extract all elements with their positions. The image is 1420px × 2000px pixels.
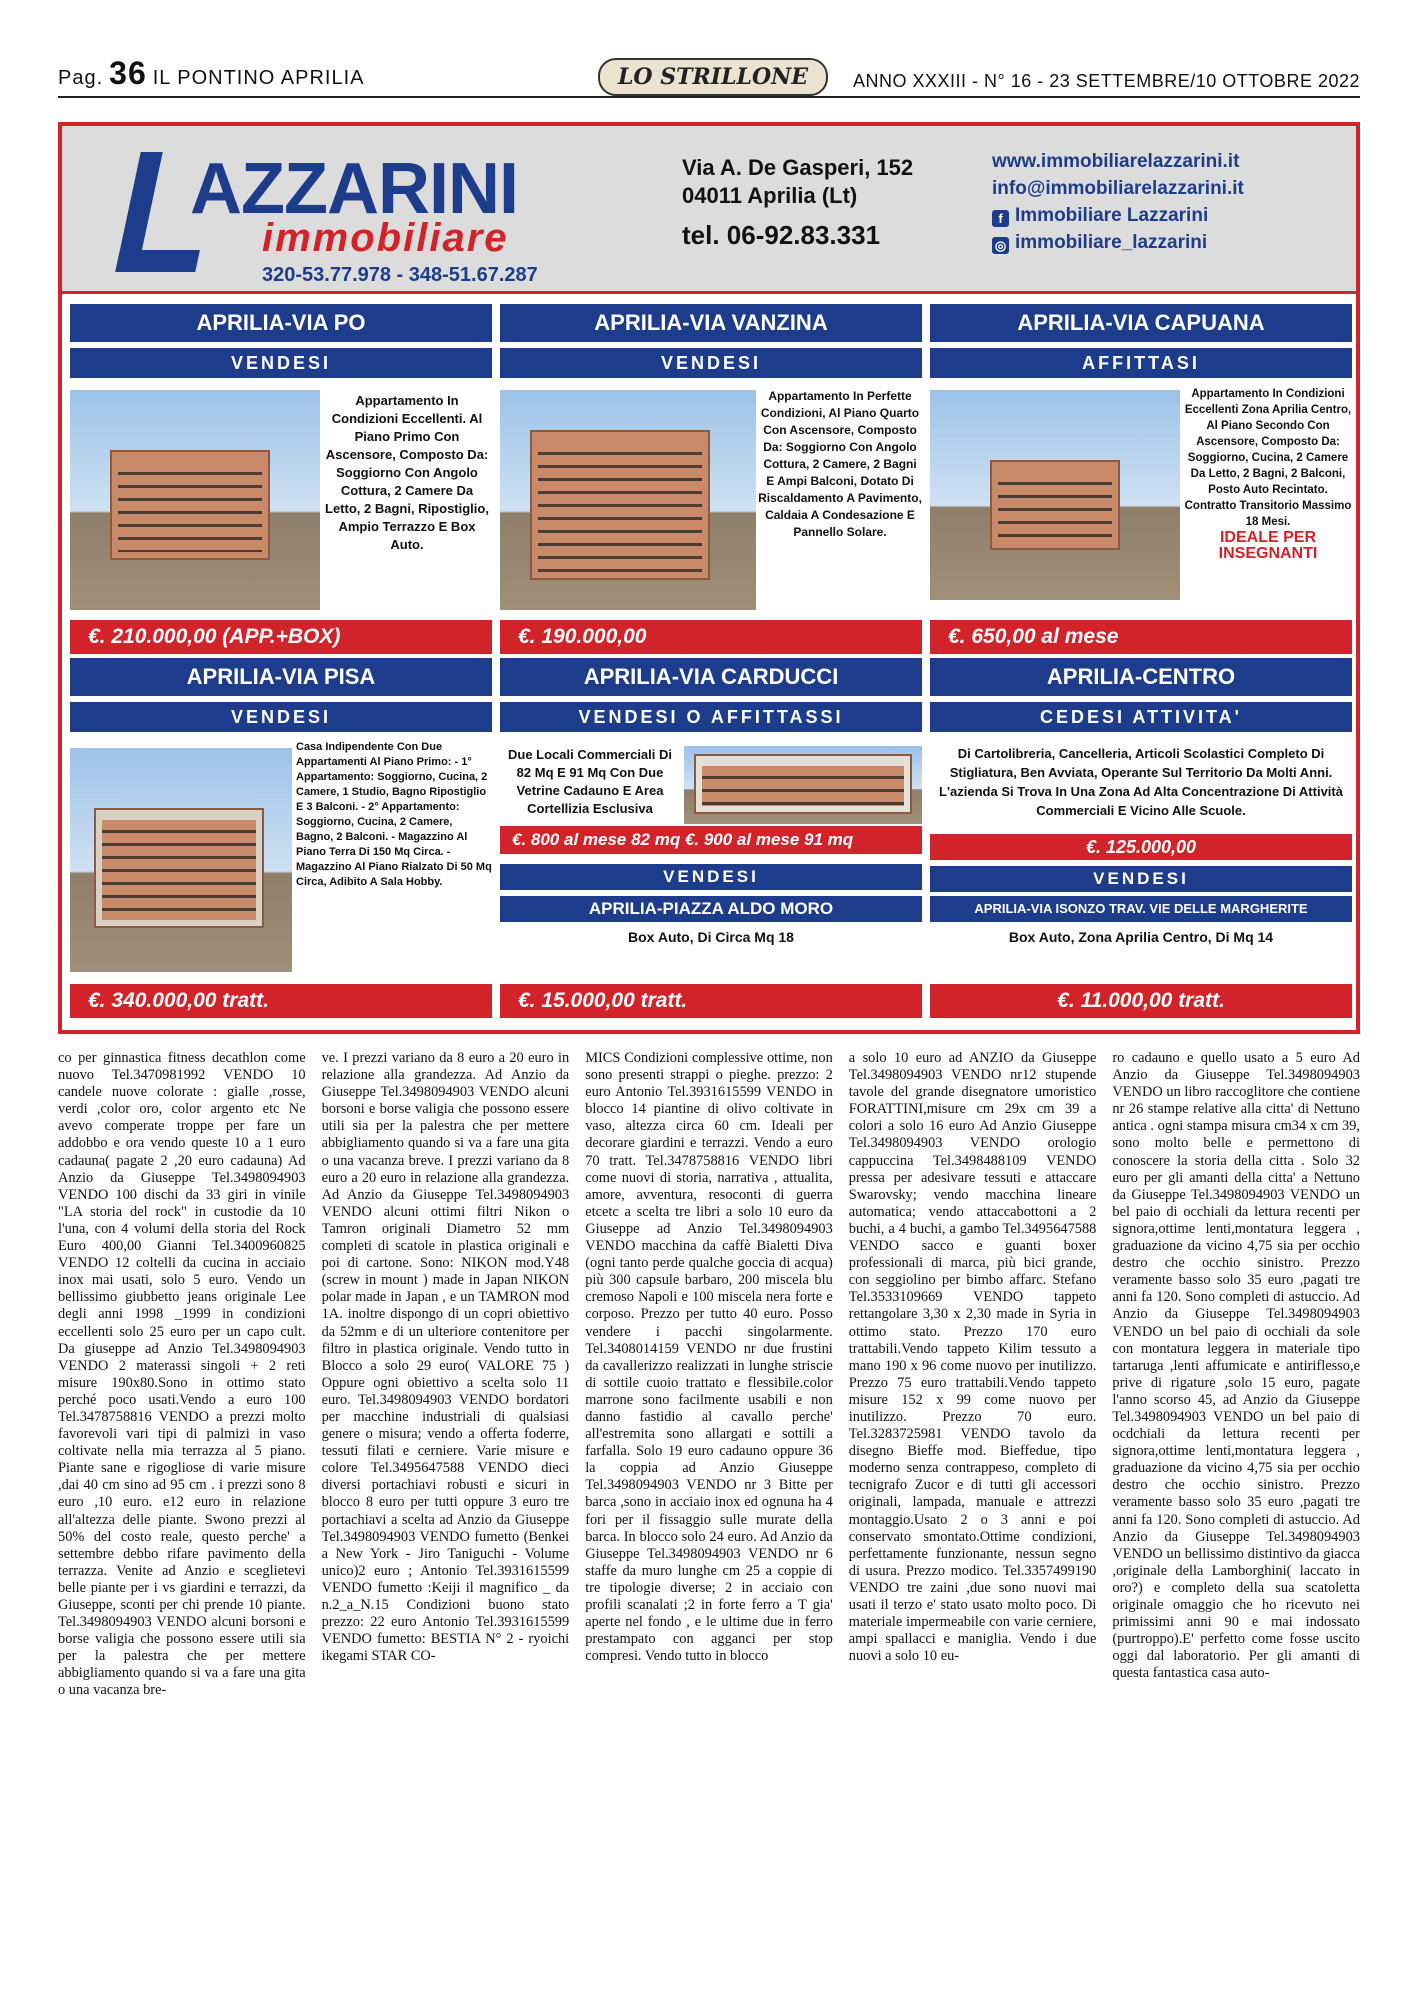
listing-title: APRILIA-VIA PO [70, 304, 492, 342]
listing-description: Appartamento In Condizioni Eccellenti. Al Piano Primo Con Ascensore, Composto Da: Soggiorno Con Angolo Cottura, 2 Camere Da Letto, 2 Bagni, Ripostiglio, Ampio Terrazzo E Box Auto. [325, 393, 489, 552]
classifieds-column: ve. I prezzi variano da 8 euro a 20 euro in relazione alla grandezza. Ad Anzio da Giuseppe Tel.3498094903 VENDO alcuni borsoni e borse valigia che possono essere utili sia per la palestra che per mettere abbigliamento quando si va a fare una gita o una vacanza breve. I prezzi variano da 8 euro a 20 euro in relazione alla grandezza. Ad Anzio da Giuseppe Tel.3498094903 VENDO alcuni ottimi filtri Nikon o Tamron originali Diametro 52 mm completi di scatole in plastica originali e poi di cartone. Sono: NIKON mod.Y48 (screw in mount ) made in Japan NIKON polar made in Japan , e un TAMRON mod 1A. inoltre dispongo di un copri obiettivo da 52mm e di un ulteriore contenitore per filtro in plastica originale. Vendo tutto in Blocco a solo 29 euro( VALORE 75 ) Oppure ogni obiettivo a scelta solo 11 euro. Tel.3498094903 VENDO bordatori per macchine industriali di qualsiasi genere o misura; vendo a offerta foderre, tessuti filati e cerniere. Varie misure e colore Tel.3495647588 VENDO dieci diversi portachiavi robusti e sicuri in blocco 8 euro per tutti oppure 3 euro tre portachiavi a scelta ad Anzio da Giuseppe Tel.3498094903 VENDO fumetto (Benkei a New York - Jiro Taniguchi - Volume unico)2 euro ; Antonio Tel.3931615599 VENDO fumetto :Keiji il magnifico _ da n.2_a_N.15 Condizioni buono stato prezzo: 22 euro Antonio Tel.3931615599 VENDO fumetto: BESTIA N° 2 - ryoichi ikegami STAR CO- [321, 1050, 570, 1665]
classifieds-column: a solo 10 euro ad ANZIO da Giuseppe Tel.3498094903 VENDO nr12 stupende tavole del grande disegnatore umoristico FORATTINI,misure cm 29x cm 39 a colori a solo 16 euro Ad Anzio Giuseppe Tel.3498094903 VENDO orologio cappuccina Tel.3498488109 VENDO pressa per adesivare tessuti e attaccare Swarovsky; vendo macchina lineare automatica; vendo attaccabottoni a 2 buchi, a 4 buchi, a gambo Tel.3495647588 VENDO sacco e guanti boxer professionali di marca, più bici grande, con seggiolino per bimbo affarc. Stefano Tel.3533109669 VENDO tappeto rettangolare 3,30 x 2,30 made in Syria in ottimo stato. Prezzo 170 euro trattabili.Vendo tappeto Kilim tessuto a mano 190 x 96 come nuovo per inutilizzo. Prezzo 75 euro trattabili.Vendo tappeto misure 152 x 99 come nuovo per inutilizzo. Prezzo 70 euro. Tel.3283725981 VENDO tavolo da disegno Bieffe mod. Bieffedue, tipo moderno senza contrappeso, completo di tecnigrafo Zucor e di tutti gli accessori originali, lampada, manuale e attrezzi montaggio.Usato 2 o 3 anni e poi conservato smontato.Ottime condizioni, perfettamente funzionante, nessun segno di usura. Prezzo modico. Tel.3357499190 VENDO tre zaini ,due sono nuovi mai usati il terzo e' stato usato molto poco. Di materiale impermeabile con varie cerniere, ampi spallacci e maniglia. Vendo i due nuovi a solo 10 eu- [848, 1050, 1097, 1665]
listing-tag: VENDESI [70, 702, 492, 732]
listing-subtitle: APRILIA-VIA ISONZO TRAV. VIE DELLE MARGHERITE [930, 896, 1352, 922]
agency-email[interactable]: info@immobiliarelazzarini.it [992, 178, 1244, 199]
listing-price: €. 125.000,00 [930, 834, 1352, 860]
classifieds-column: ro cadauno e quello usato a 5 euro Ad Anzio da Giuseppe Tel.3498094903 VENDO un libro raccoglitore che contiene nr 26 stampe relative alla citta' di Nettuno antica . ogni stampa misura cm34 x cm 39, sono molto belle e permettono di conoscere la storia della citta . Solo 32 euro per gli amanti della citta' a Nettuno da Giuseppe Tel.3498094903 VENDO un bel paio di occhiali da lettura recenti per signora,ottime lenti,montatura leggera , graduazione da vicino 4,75 sia per occhio destro che occhio sinistro. Prezzo veramente basso solo 35 euro ,pagati tre anni fa 120. Sono completi di astuccio. Ad Anzio da Giuseppe Tel.3498094903 VENDO un bel paio di occhiali da sole con montatura leggera in materiale tipo tartaruga ,lenti affumicate e antiriflesso,e prive di rigature ,solo 15 euro, pagate l'anno scorso 45, ad Anzio da Giuseppe Tel.3498094903 VENDO un bel paio di ocdchiali da lettura recenti per signora,ottime lenti,montatura leggera , graduazione da vicino 4,75 sia per occhio destro che occhio sinistro. Prezzo veramente basso solo 35 euro ,pagati tre anni fa 120. Sono completi di astuccio. Ad Anzio da Giuseppe Tel.3498094903 VENDO un bellissimo distintivo da giacca ,originale della Lamborghini( laccato in oro?) e completo della sua scatoletta originale omaggio che ho ricevuto nei primissimi anni 90 e mai indossato (purtroppo).E' perfetto come fosse uscito oggi dal laboratorio. Per gli amanti di questa fantastica casa auto- [1112, 1050, 1360, 1682]
agency-subtitle: immobiliare [262, 216, 509, 260]
listing-title: APRILIA-VIA PISA [70, 658, 492, 696]
page-number-label: Pag. 36 IL PONTINO APRILIA [58, 55, 365, 91]
issue-info: ANNO XXXIII - N° 16 - 23 SETTEMBRE/10 OTTOBRE 2022 [852, 71, 1360, 91]
listing-title: APRILIA-VIA CAPUANA [930, 304, 1352, 342]
newspaper-logo: LO STRILLONE [598, 58, 828, 96]
classifieds-columns [58, 1050, 1360, 1985]
agency-address: Via A. De Gasperi, 152 04011 Aprilia (Lt) [682, 155, 914, 208]
agency-contacts [992, 148, 1244, 256]
agency-name: AZZARINI [190, 149, 518, 229]
listing-via-pisa [70, 658, 492, 1018]
listing-title: APRILIA-VIA VANZINA [500, 304, 922, 342]
listing-via-vanzina [500, 304, 922, 654]
agency-website[interactable]: www.immobiliarelazzarini.it [992, 151, 1240, 172]
instagram-link[interactable]: ◎ immobiliare_lazzarini [992, 229, 1244, 256]
publication-name: IL PONTINO APRILIA [152, 67, 365, 89]
listing-price: €. 650,00 al mese [930, 620, 1352, 654]
listing-tag: VENDESI [70, 348, 492, 378]
listing-price: €. 800 al mese 82 mq €. 900 al mese 91 mq [500, 826, 922, 854]
page-header [58, 55, 1360, 98]
property-photo [684, 746, 922, 824]
listing-tag-secondary: VENDESI [930, 866, 1352, 892]
instagram-icon: ◎ [992, 237, 1009, 254]
listing-price: €. 190.000,00 [500, 620, 922, 654]
facebook-icon: f [992, 210, 1009, 227]
listing-price-secondary: €. 15.000,00 tratt. [500, 984, 922, 1018]
listing-via-carducci [500, 658, 922, 1018]
listing-tag: VENDESI O AFFITTASSI [500, 702, 922, 732]
listing-tag: VENDESI [500, 348, 922, 378]
listing-title: APRILIA-VIA CARDUCCI [500, 658, 922, 696]
listing-via-capuana [930, 304, 1352, 654]
listing-price: €. 210.000,00 (APP.+BOX) [70, 620, 492, 654]
listing-aprilia-centro [930, 658, 1352, 1018]
listing-title: APRILIA-CENTRO [930, 658, 1352, 696]
listing-price: €. 340.000,00 tratt. [70, 984, 492, 1018]
classifieds-column: MICS Condizioni complessive ottime, non sono presenti strappi o pieghe. prezzo: 2 euro Antonio Tel.3931615599 VENDO in blocco 14 piantine di olivo coltivate in vaso, altezza circa 60 cm. Ideali per decorare giardini e terrazzi. Vendo a euro 70 tratt. Tel.3478758816 VENDO libri come nuovi di storia, narrativa , attualita, amore, avventura, resoconti di guerra etcetc a scelta tre libri a solo 10 euro da Giuseppe ad Anzio Tel.3498094903 VENDO macchina da caffè Bialetti Diva (ogni tanto perde qualche goccia di acqua) più 300 capsule barbaro, 200 miscela blu cremoso Napoli e 100 miscela nera forte e corposo. Prezzo per tutto 40 euro. Posso vendere i pacchi singolarmente. Tel.3408014159 VENDO nr due frustini da cavallerizzo realizzati in lunghe striscie di sottile cuoio trattato e flessibile.color marrone sono facilmente usabili e non danno fastidio al cavallo perche' all'estremita sono allargati e sottili a farfalla. Solo 19 euro cadauno oppure 36 la coppia ad Anzio Giuseppe Tel.3498094903 VENDO nr 3 Bitte per barca ,sono in acciaio inox ed ognuna ha 4 fori per il fissaggio sulle murate della barca. In blocco solo 24 euro. Ad Anzio da Giuseppe Tel.3498094903 VENDO nr 6 staffe da muro lunghe cm 25 a coppie di tre tipologie diverse; 2 in acciaio con profili scanalati ;2 in forte ferro a T gia' aperte nel fondo , e le ultime due in ferro prestampato con agganci per stop compresi. Vendo tutto in blocco [585, 1050, 833, 1665]
listing-via-po [70, 304, 492, 654]
page-number: 36 [109, 55, 147, 91]
property-photo [500, 390, 756, 610]
property-photo [930, 390, 1180, 600]
agency-banner [62, 126, 1356, 294]
agency-tel: tel. 06-92.83.331 [682, 220, 881, 250]
classifieds-column: co per ginnastica fitness decathlon come nuovo Tel.3470981992 VENDO 10 candele nuove colorate : gialle ,rosse, verdi ,color oro, color argento etc Ne avevo comperate troppe per fare un addobbo e ora vendo queste 10 a 1 euro cadauna( pagate 2 ,20 euro cadauna) Ad Anzio da Giuseppe Tel.3498094903 VENDO 100 dischi da 33 giri in vinile "LA storia del rock" in custodie da 10 l'una, con 4 volumi della storia del Rock Euro 400,00 Gianni Tel.3400960825 VENDO 12 coltelli da cucina in acciaio inox mai usati, solo 5 euro. Vendo un bellissimo giubbetto jeans originale Lee degli anni 1998 _1999 in condizioni eccellenti solo 25 euro per un capo cult. Da giuseppe ad Anzio Tel.3498094903 VENDO 2 materassi singoli + 2 reti misure 190x80.Sono in ottimo stato perché poco usati.Vendo a euro 100 Tel.3478758816 VENDO a prezzi molto favorevoli vari tipi di palmizi in vaso coltivate nella mia terrazza al 5 piano. Piante sane e rigogliose di varie misure ,dai 40 cm sino ad 95 cm . i prezzi sono 8 euro ,10 euro. e12 euro in relazione all'altezza delle piante. Swono prezzi al 50% del costo reale, questo perche' a settembre debbo rifare pavimento della terrazza. Venite ad Anzio e sceglietevi belle piante per i vs giardini e terrazzi, da Giuseppe, sconti per chi prende 10 piante. Tel.3498094903 VENDO alcuni borsoni e borse valigia che possono essere utili sia per la palestra che per mettere abbigliamento quando si va a fare una gita o una vacanza bre- [58, 1050, 306, 1699]
listing-subtitle: APRILIA-PIAZZA ALDO MORO [500, 896, 922, 922]
agency-phones: 320-53.77.978 - 348-51.67.287 [262, 264, 538, 286]
listing-line: Box Auto, Zona Aprilia Centro, Di Mq 14 [1008, 929, 1274, 945]
property-photo [70, 390, 320, 610]
listing-description: Casa Indipendente Con Due Appartamenti Al Piano Primo: - 1° Appartamento: Soggiorno, Cucina, 2 Camere, 1 Studio, Bagno Ripostiglio E 3 Balconi. - 2° Appartamento: Soggiorno, Cucina, 2 Camere, Bagno, 2 Balconi. - Magazzino Al Piano Terra Di 150 Mq Circa. - Magazzino Al Piano Rialzato Di 50 Mq Circa, Adibito A Sala Hobby. [296, 741, 492, 888]
listing-description: Appartamento In Condizioni Eccellenti Zona Aprilia Centro, Al Piano Secondo Con Ascensore, Composto Da: Soggiorno, Cucina, 2 Camere Da Letto, 2 Bagni, 2 Balconi, Posto Auto Recintato. Contratto Transitorio Massimo 18 Mesi. IDEALE PER INSEGNANTI [1184, 388, 1352, 562]
listing-highlight: IDEALE PER INSEGNANTI [1218, 529, 1318, 562]
listing-description: Di Cartolibreria, Cancelleria, Articoli Scolastici Completo Di Stigliatura, Ben Avviata, Operante Sul Territorio Da Molti Anni. L'azienda Si Trova In Una Zona Ad Alta Concentrazione Di Attività Commerciali E Vicino Alle Scuole. [939, 746, 1343, 818]
listing-price-secondary: €. 11.000,00 tratt. [930, 984, 1352, 1018]
listing-line: Box Auto, Di Circa Mq 18 [628, 929, 794, 945]
property-photo [70, 748, 292, 972]
real-estate-ad [58, 122, 1360, 1034]
listing-tag: CEDESI ATTIVITA' [930, 702, 1352, 732]
listing-description: Appartamento In Perfette Condizioni, Al Piano Quarto Con Ascensore, Composto Da: Soggiorno Con Angolo Cottura, 2 Camere, 2 Bagni E Ampi Balconi, Dotato Di Riscaldamento A Pavimento, Caldaia A Condesazione E Pannello Solare. [758, 389, 922, 539]
listing-tag: AFFITTASI [930, 348, 1352, 378]
listing-description: Due Locali Commerciali Di 82 Mq E 91 Mq Con Due Vetrine Cadauno E Area Cortellizia Esclusiva [508, 747, 672, 816]
facebook-link[interactable]: f Immobiliare Lazzarini [992, 202, 1244, 229]
listing-tag-secondary: VENDESI [500, 864, 922, 890]
